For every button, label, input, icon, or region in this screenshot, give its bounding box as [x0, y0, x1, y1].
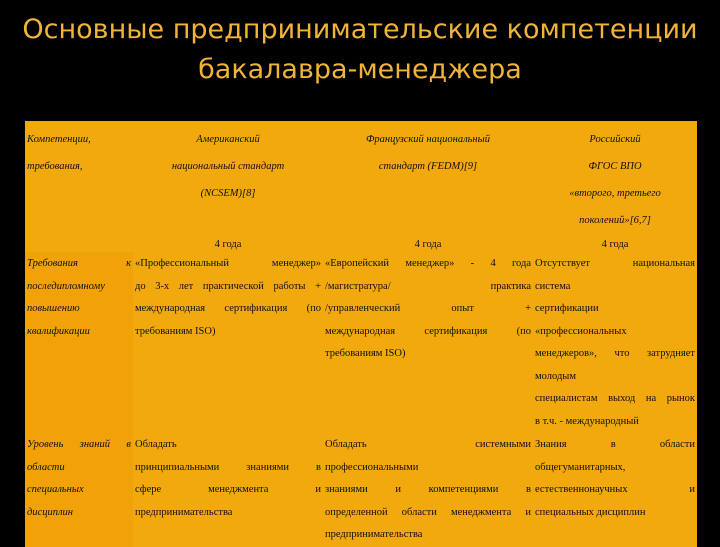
cell-line: в т.ч. - международный	[535, 415, 639, 427]
cell-line: Обладать	[135, 439, 177, 450]
cell-russian-knowledge	[533, 433, 697, 547]
cell-line: квалификации	[27, 325, 90, 337]
title-line-2: бакалавра-менеджера	[198, 54, 522, 85]
header-line: требования,	[27, 161, 83, 172]
table-row-knowledge	[25, 433, 697, 547]
cell-line: сфере менеджмента и	[135, 484, 321, 495]
cell-line: /магистратура/ практика	[325, 280, 531, 292]
cell-line: области	[27, 461, 65, 473]
title-line-1: Основные предпринимательские компетенции	[22, 14, 698, 45]
competencies-table	[25, 121, 697, 547]
cell-line: «Профессиональный менеджер»	[135, 258, 321, 269]
cell-line: предпринимательства	[135, 506, 233, 518]
cell-french-certification	[323, 252, 533, 433]
cell-line: молодым	[535, 370, 576, 382]
cell-line: повышению	[27, 303, 80, 314]
header-line: стандарт (FEDM)[9]	[378, 161, 478, 172]
cell-line: сертификации	[535, 303, 599, 314]
header-line: поколений»[6,7]	[579, 215, 651, 226]
cell-line: определенной области менеджмента и	[325, 506, 531, 518]
row-label-certification	[25, 252, 133, 433]
header-cell-french	[323, 121, 533, 236]
cell-line: международная сертификация (по	[325, 325, 531, 337]
cell-line: Обладать системными	[325, 439, 531, 450]
cell-line: Знания в области	[535, 439, 695, 450]
cell-line: Требования к	[27, 258, 131, 269]
cell-american-certification	[133, 252, 323, 433]
cell-line: требованиям ISO)	[135, 325, 216, 337]
cell-line: менеджеров», что затрудняет	[535, 348, 695, 359]
cell-line: естественнонаучных и	[535, 484, 695, 495]
cell-line: до 3-х лет практической работы +	[135, 280, 321, 292]
cell-russian-certification	[533, 252, 697, 433]
cell-line: требованиям ISO)	[325, 348, 406, 359]
cell-line: дисциплин	[27, 506, 74, 518]
cell-line: специальных дисциплин	[535, 506, 646, 518]
cell-line: знаниями и компетенциями в	[325, 484, 531, 495]
row-label-knowledge	[25, 433, 133, 547]
duration-cell: 4 года	[133, 236, 323, 252]
header-line: (NCSEM)[8]	[200, 188, 256, 199]
cell-french-knowledge	[323, 433, 533, 547]
slide-title	[0, 10, 720, 90]
header-line: Компетенции,	[27, 134, 91, 145]
header-line: ФГОС ВПО	[588, 161, 642, 172]
cell-line: профессиональными	[325, 461, 419, 473]
duration-cell	[25, 236, 133, 252]
cell-line: специальных	[27, 484, 84, 495]
duration-cell: 4 года	[323, 236, 533, 252]
cell-line: система	[535, 280, 571, 292]
cell-line: «Европейский менеджер» - 4 года	[325, 258, 531, 269]
header-line: Американский	[196, 134, 260, 145]
cell-line: Отсутствует национальная	[535, 258, 695, 269]
header-cell-competencies	[25, 121, 133, 236]
cell-american-knowledge	[133, 433, 323, 547]
table-row-certification	[25, 252, 697, 433]
cell-line: специалистам выход на рынок	[535, 393, 695, 404]
header-line: Французский национальный	[365, 134, 491, 145]
header-line: национальный стандарт	[171, 161, 285, 172]
cell-line: принципиальными знаниями в	[135, 461, 321, 473]
duration-row	[25, 236, 697, 252]
table-header-row	[25, 121, 697, 236]
cell-line: «профессиональных	[535, 325, 627, 337]
cell-line: предпринимательства	[325, 529, 423, 540]
cell-line: Уровень знаний в	[27, 439, 131, 450]
cell-line: общегуманитарных,	[535, 461, 626, 473]
header-cell-american	[133, 121, 323, 236]
cell-line: /управленческий опыт +	[325, 303, 531, 314]
cell-line: последипломному	[27, 280, 105, 292]
header-cell-russian	[533, 121, 697, 236]
header-line: «второго, третьего	[569, 188, 661, 199]
duration-cell: 4 года	[533, 236, 697, 252]
header-line: Российский	[589, 134, 641, 145]
cell-line: международная сертификация (по	[135, 303, 321, 314]
